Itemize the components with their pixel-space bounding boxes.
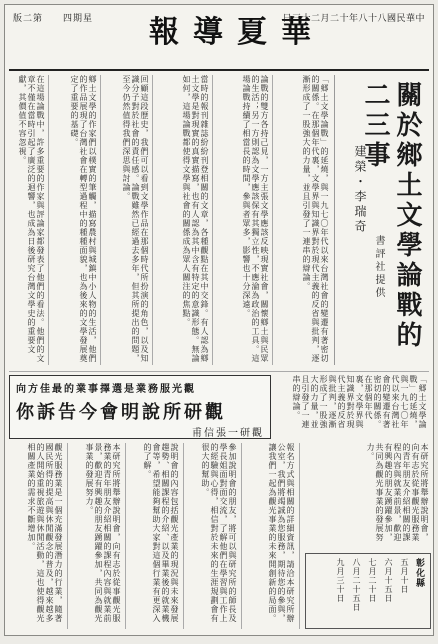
column-divider (212, 75, 213, 365)
schedule-item: 九月三十日 (336, 558, 345, 603)
title-block (334, 75, 425, 365)
article-column: 鄉土文學的作家們以樸實的筆觸，描寫農村與城鎮中小人物的生活，他們的作品展現了台灣社會在轉型過程中的種種面貌，也為後來的文學發展奠定了重要的基礎。 (70, 75, 97, 363)
article-author: 建榮・李瑞奇 (353, 145, 367, 235)
schedule-item: 五月十日 (400, 558, 409, 594)
feature-article (9, 75, 429, 371)
newspaper-masthead: 報導夏華 (149, 15, 325, 50)
column-divider (67, 443, 68, 629)
column-divider (152, 75, 153, 365)
masthead-bar (9, 7, 429, 71)
article-source: 書評社提供 (373, 235, 384, 300)
lower-section (9, 443, 429, 633)
column-divider (241, 443, 242, 629)
lower-column: 說明會的內容包括觀光產業的現況與未來發展趨勢、相關課程的介紹、以及畢業後的就業機會等，希望能夠幫助大家對這個行業有更深入的了解。 (143, 443, 179, 623)
article-continuation: 「郷土文學論戰」的延燒，與一九七〇年代以來台灣社會的變遷有著密切的關係。在那個年代裏，文學界與知識界對於現代主義的反省與批判，逐漸形成了一股強大的力量，並且引發了一連串的辯論。 (292, 375, 427, 429)
schedule-item: 六月十五日 (384, 558, 393, 603)
article-column: 當時的報刊雜誌紛紛刊登相關的文章，各種觀點在其中交鋒。有人認為鄉土文學是對現實的真實描寫，也有人認為其中含有特定的意識形態。無論如何，這場論戰都使得文學與社會的關係成為眾人關注的焦點。 (182, 75, 209, 363)
article-column: 在這場論戰中，許多重要的作家與評論家都發表了他們的看法。他們的文章不僅在當時引起了廣泛的迴響，也成為日後研究台灣文學史的重要文獻，其價值不容忽視。 (18, 75, 45, 363)
publication-date: 日三十二月二十年八十八國民華中 (282, 14, 425, 24)
article-column: 論戰的雙方各持己見，一方主張文學應該反映現實社會，關懷鄉土與民眾的生活；另一方則認為文學應該保有其獨立性，不應淪為政治的工具。這場論戰持續了相當長的時間，參與者眾多，影響也十分深遠。 (242, 75, 269, 363)
column-divider (125, 443, 126, 629)
ad-subtitle: 甫信張一研觀 (192, 428, 264, 439)
section-divider (9, 371, 429, 372)
column-divider (272, 75, 273, 365)
column-divider (48, 75, 49, 365)
article-column: 回顧這段歷史，我們可以看到文學作品在那個時代所扮演的角色，以及知識分子對於社會的責任感。論戰雖然已經過去多年，但其所提出的問題，至今仍然值得我們深思與討論。 (122, 75, 149, 363)
schedule-item: 七月二十日 (368, 558, 377, 603)
column-divider (100, 75, 101, 365)
lower-column: 報名方式與相關的詳細資訊，請洽本研究所辦公室，我們將竭誠為您服務，期待您的參與，讓我們一起為觀光事業的未來開創新的局面。 (268, 443, 295, 623)
weekday-label: 四期星 (63, 14, 94, 24)
edition-label: 版二第 (13, 14, 44, 24)
ad-title: 你訴告今會明說所研觀 (16, 402, 226, 423)
column-divider (299, 443, 300, 629)
lower-column: 本研究所將舉辦說明會，向有志於從事觀光服務業的青年朋友介紹相關的課程內容與就業前景，歡迎有興趣的朋友踴躍參加，共同為觀光事業的發展努力。 (366, 443, 429, 542)
lower-column: 本研究所將舉辦說明會，向有志於從事觀光服務業的青年朋友介紹相關的課程內容與就業前景，歡迎有興趣的朋友踴躍參加，共同為觀光事業的發展努力。 (85, 443, 121, 623)
article-title: 關於鄉土文學論戰的二三事 (360, 81, 422, 351)
newspaper-page (4, 4, 434, 636)
schedule-item: 八月二十五日 (352, 558, 361, 612)
advertisement-banner (9, 375, 271, 439)
article-column: 「郷土文學論戰」的延燒，與一九七〇年代以來台灣社會的變遷有著密切的關係。在那個年代裏，文學界與知識界對於現代主義的反省與批判，逐漸形成了一股強大的力量，並且引發了一連串的辯論。 (302, 75, 329, 363)
ad-headline: 向方佳最的業事擇選是業務服光觀 (16, 384, 196, 395)
lower-column: 觀光服務業是一個充滿發展潛力的行業，隨著國民所得的提高與休閒觀念的普及，越來越多的人開始重視旅遊與休閒活動，這也使得觀光相關產業的需求不斷增加。 (27, 443, 63, 623)
column-divider (183, 443, 184, 629)
schedule-title: 彰化縣 (414, 558, 424, 588)
schedule-box (305, 553, 431, 629)
lower-column: 參加說明會的朋友，將可以與研究所的師長及學長姐面對面交流，了解他們在學習與工作上的經驗與心得，相信對於未來的生涯規劃會有很大的幫助。 (201, 443, 237, 623)
